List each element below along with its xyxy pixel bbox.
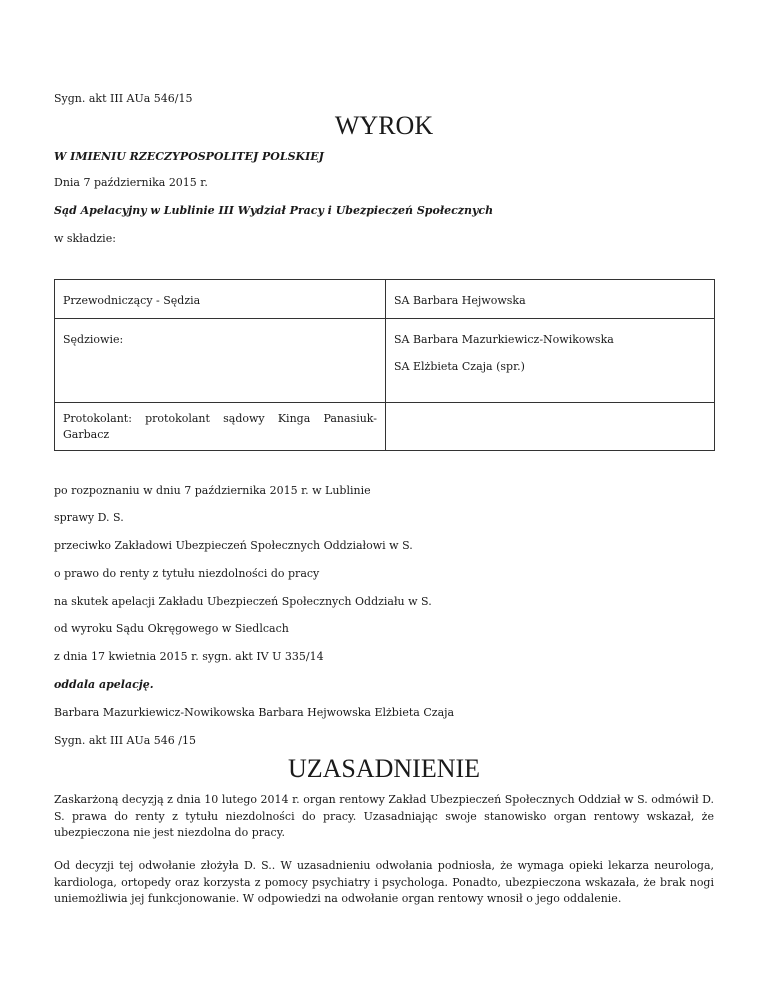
proceedings-line-7: z dnia 17 kwietnia 2015 r. sygn. akt IV U 335/14 (54, 650, 324, 663)
composition-table (54, 279, 715, 451)
judgment-title: WYROK (334, 111, 434, 140)
proceedings-line-4: o prawo do renty z tytułu niezdolności do pracy (54, 567, 320, 580)
presiding-row (55, 280, 715, 319)
composition-label: w składzie: (54, 232, 116, 245)
clerk: Protokolant: protokolant sądowy Kinga Panasiuk-Garbacz (63, 412, 377, 441)
judges-row (55, 319, 715, 403)
presiding-name: SA Barbara Hejwowska (394, 294, 526, 307)
judge-1: SA Barbara Mazurkiewicz-Nowikowska (394, 333, 614, 346)
judges-label: Sędziowie: (63, 333, 124, 346)
judges-names-cell (386, 319, 715, 403)
proceedings-line-3: przeciwko Zakładowi Ubezpieczeń Społecznych Oddziałowi w S. (54, 539, 413, 552)
proceedings-line-5: na skutek apelacji Zakładu Ubezpieczeń Społecznych Oddziału w S. (54, 595, 432, 608)
ruling: oddala apelację. (54, 678, 154, 691)
proceedings-line-6: od wyroku Sądu Okręgowego w Siedlcach (54, 622, 289, 635)
in-name-of-republic: W IMIENIU RZECZYPOSPOLITEJ POLSKIEJ (54, 150, 324, 163)
presiding-label-cell (55, 280, 386, 319)
court-name: Sąd Apelacyjny w Lublinie III Wydział Pracy i Ubezpieczeń Społecznych (54, 204, 494, 217)
proceedings-line-2: sprawy D. S. (54, 511, 124, 524)
judgment-date: Dnia 7 października 2015 r. (54, 176, 208, 189)
justification-paragraph-1: Zaskarżoną decyzją z dnia 10 lutego 2014 r. organ rentowy Zakład Ubezpieczeń Społecznych Oddział w S. odmówił D. S. prawa do renty z tytułu niezdolności do pracy. Uzasadniając swoje stanowisko organ rentowy wskazał, że ubezpieczona nie jest niezdolna do pracy. (54, 793, 714, 839)
empty-cell (386, 403, 715, 451)
proceedings-line-1: po rozpoznaniu w dniu 7 października 2015 r. w Lublinie (54, 484, 371, 497)
justification-paragraph-2: Od decyzji tej odwołanie złożyła D. S.. W uzasadnieniu odwołania podniosła, że wymaga opieki lekarza neurologa, kardiologa, ortopedy oraz korzysta z pomocy psychiatry i psychologa. Ponadto, ubezpieczona wskazała, że brak nogi uniemożliwia jej funkcjonowanie. W odpowiedzi na odwołanie organ rentowy wnosił o jego oddalenie. (54, 859, 714, 905)
clerk-row (55, 403, 715, 451)
justification-case-number: Sygn. akt III AUa 546 /15 (54, 734, 197, 747)
presiding-name-cell (386, 280, 715, 319)
clerk-cell (55, 403, 386, 451)
presiding-label: Przewodniczący - Sędzia (63, 294, 201, 307)
signatures: Barbara Mazurkiewicz-Nowikowska Barbara Hejwowska Elżbieta Czaja (54, 706, 455, 719)
judge-2: SA Elżbieta Czaja (spr.) (394, 360, 525, 373)
judges-label-cell (55, 319, 386, 403)
case-number: Sygn. akt III AUa 546/15 (54, 92, 193, 105)
justification-title: UZASADNIENIE (287, 754, 481, 783)
